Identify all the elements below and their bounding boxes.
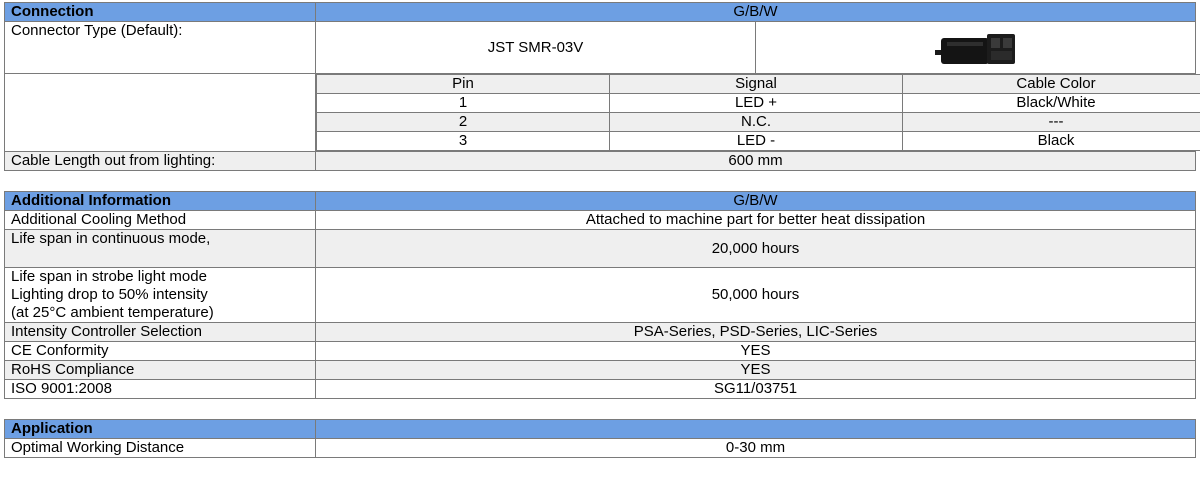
connector-type-value: JST SMR-03V bbox=[316, 22, 756, 74]
cooling-value: Attached to machine part for better heat dissipation bbox=[316, 211, 1196, 230]
pin-signal: N.C. bbox=[610, 113, 903, 132]
connector-type-label: Connector Type (Default): bbox=[5, 22, 316, 74]
life-strobe-label-line: Lighting drop to 50% intensity bbox=[11, 286, 208, 303]
life-strobe-label-line: Life span in strobe light mode bbox=[11, 268, 207, 285]
pin-signal: LED + bbox=[610, 94, 903, 113]
table-row bbox=[317, 132, 1200, 151]
signal-header: Signal bbox=[610, 75, 903, 94]
pin-table-cell bbox=[316, 74, 1196, 152]
pin-table-empty-label bbox=[5, 74, 316, 152]
ce-row bbox=[5, 342, 1196, 361]
cooling-label: Additional Cooling Method bbox=[5, 211, 316, 230]
pin-signal: LED - bbox=[610, 132, 903, 151]
controller-row bbox=[5, 323, 1196, 342]
pin-number: 2 bbox=[317, 113, 610, 132]
pin-table-row bbox=[5, 74, 1196, 152]
pin-cable-color: Black/White bbox=[903, 94, 1200, 113]
distance-row bbox=[5, 439, 1196, 458]
section-gap bbox=[4, 171, 1196, 191]
connection-model: G/B/W bbox=[316, 3, 1196, 22]
iso-value: SG11/03751 bbox=[316, 380, 1196, 399]
rohs-row bbox=[5, 361, 1196, 380]
additional-header-row bbox=[5, 192, 1196, 211]
cable-length-value: 600 mm bbox=[316, 152, 1196, 171]
table-row bbox=[317, 113, 1200, 132]
connector-image-cell bbox=[756, 22, 1196, 74]
additional-header: Additional Information bbox=[5, 192, 316, 211]
ce-value: YES bbox=[316, 342, 1196, 361]
ce-label: CE Conformity bbox=[5, 342, 316, 361]
distance-label: Optimal Working Distance bbox=[5, 439, 316, 458]
life-strobe-row bbox=[5, 268, 1196, 323]
pin-number: 1 bbox=[317, 94, 610, 113]
connection-header-row bbox=[5, 3, 1196, 22]
table-row bbox=[317, 94, 1200, 113]
pin-cable-color: Black bbox=[903, 132, 1200, 151]
pin-header: Pin bbox=[317, 75, 610, 94]
pin-number: 3 bbox=[317, 132, 610, 151]
application-header: Application bbox=[5, 420, 316, 439]
life-strobe-label-line: (at 25°C ambient temperature) bbox=[11, 304, 214, 321]
cable-color-header: Cable Color bbox=[903, 75, 1200, 94]
spec-sheet bbox=[4, 2, 1196, 458]
application-table bbox=[4, 419, 1196, 458]
life-strobe-value: 50,000 hours bbox=[316, 268, 1196, 323]
life-continuous-label: Life span in continuous mode, bbox=[5, 230, 316, 268]
additional-model: G/B/W bbox=[316, 192, 1196, 211]
additional-info-table bbox=[4, 191, 1196, 399]
application-header-empty bbox=[316, 420, 1196, 439]
iso-label: ISO 9001:2008 bbox=[5, 380, 316, 399]
controller-value: PSA-Series, PSD-Series, LIC-Series bbox=[316, 323, 1196, 342]
connection-header: Connection bbox=[5, 3, 316, 22]
controller-label: Intensity Controller Selection bbox=[5, 323, 316, 342]
life-strobe-label bbox=[5, 268, 316, 323]
cable-length-row bbox=[5, 152, 1196, 171]
life-continuous-value: 20,000 hours bbox=[316, 230, 1196, 268]
life-continuous-row bbox=[5, 230, 1196, 268]
rohs-value: YES bbox=[316, 361, 1196, 380]
rohs-label: RoHS Compliance bbox=[5, 361, 316, 380]
connector-type-row bbox=[5, 22, 1196, 74]
pin-cable-color: --- bbox=[903, 113, 1200, 132]
cable-length-label: Cable Length out from lighting: bbox=[5, 152, 316, 171]
pin-table bbox=[316, 74, 1200, 151]
connection-table bbox=[4, 2, 1196, 171]
cooling-row bbox=[5, 211, 1196, 230]
connector-plug-image bbox=[933, 28, 1019, 68]
section-gap bbox=[4, 399, 1196, 419]
application-header-row bbox=[5, 420, 1196, 439]
iso-row bbox=[5, 380, 1196, 399]
pin-table-header-row bbox=[317, 75, 1200, 94]
distance-value: 0-30 mm bbox=[316, 439, 1196, 458]
